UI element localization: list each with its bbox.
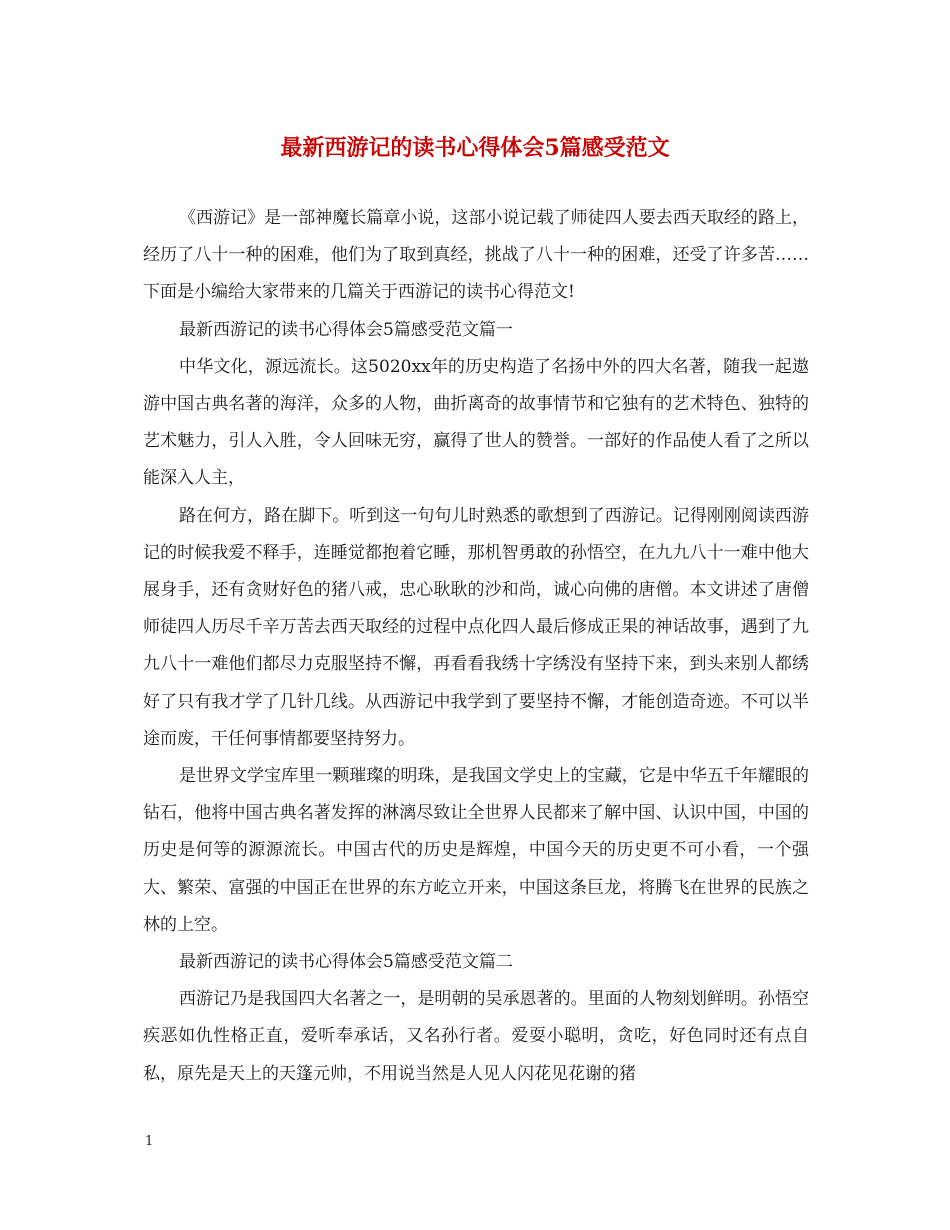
paragraph: 中华文化，源远流长。这5020xx年的历史构造了名扬中外的四大名著，随我一起遨游中国古典名著的海洋，众多的人物，曲折离奇的故事情节和它独有的艺术特色、独特的艺术魅力，引人入胜，令人回味无穷，赢得了世人的赞誉。一部好的作品使人看了之所以能深入人主， xyxy=(143,356,809,489)
document-body xyxy=(143,200,809,1093)
paragraph: 西游记乃是我国四大名著之一，是明朝的吴承恩著的。里面的人物刻划鲜明。孙悟空疾恶如仇性格正直，爱听奉承话，又名孙行者。爱耍小聪明，贪吃，好色同时还有点自私，原先是天上的天篷元帅，不用说当然是人见人闪花见花谢的猪 xyxy=(143,989,809,1084)
paragraph-intro: 《西游记》是一部神魔长篇章小说，这部小说记载了师徒四人要去西天取经的路上，经历了八十一种的困难，他们为了取到真经，挑战了八十一种的困难，还受了许多苦……下面是小编给大家带来的几篇关于西游记的读书心得范文! xyxy=(143,208,809,303)
page-number: 1 xyxy=(145,1134,154,1149)
section-heading-1: 最新西游记的读书心得体会5篇感受范文篇一 xyxy=(179,319,513,340)
section-heading-2: 最新西游记的读书心得体会5篇感受范文篇二 xyxy=(179,952,513,973)
paragraph: 路在何方，路在脚下。听到这一句句儿时熟悉的歌想到了西游记。记得刚刚阅读西游记的时候我爱不释手，连睡觉都抱着它睡，那机智勇敢的孙悟空，在九九八十一难中他大展身手，还有贪财好色的猪八戒，忠心耿耿的沙和尚，诚心向佛的唐僧。本文讲述了唐僧师徒四人历尽千辛万苦去西天取经的过程中点化四人最后修成正果的神话故事，遇到了九九八十一难他们都尽力克服坚持不懈，再看看我绣十字绣没有坚持下来，到头来别人都绣好了只有我才学了几针几线。从西游记中我学到了要坚持不懈，才能创造奇迹。不可以半途而废，干任何事情都要坚持努力。 xyxy=(143,505,809,749)
paragraph: 是世界文学宝库里一颗璀璨的明珠，是我国文学史上的宝藏，它是中华五千年耀眼的钻石，他将中国古典名著发挥的淋漓尽致让全世界人民都来了解中国、认识中国，中国的历史是何等的源源流长。中国古代的历史是辉煌，中国今天的历史更不可小看，一个强大、繁荣、富强的中国正在世界的东方屹立开来，中国这条巨龙，将腾飞在世界的民族之林的上空。 xyxy=(143,766,809,935)
document-title: 最新西游记的读书心得体会5篇感受范文 xyxy=(280,135,670,161)
